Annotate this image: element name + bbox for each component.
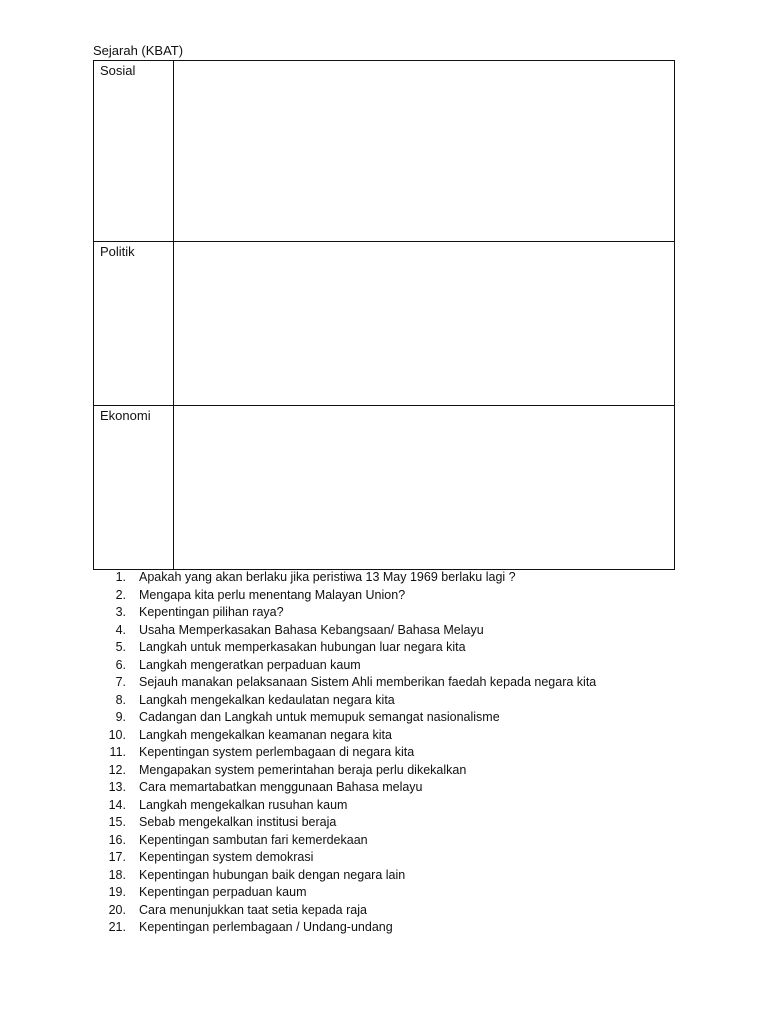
question-text: Sebab mengekalkan institusi beraja bbox=[139, 815, 337, 829]
question-number: 10. bbox=[108, 727, 126, 742]
table-row-ekonomi bbox=[94, 406, 675, 570]
row-label-sosial: Sosial bbox=[100, 63, 136, 78]
question-number: 9. bbox=[115, 710, 126, 724]
question-number: 8. bbox=[115, 692, 126, 707]
row-label-politik: Politik bbox=[100, 244, 135, 259]
question-number: 3. bbox=[115, 605, 126, 619]
question-number: 16. bbox=[108, 832, 126, 847]
row-label-cell bbox=[94, 61, 174, 242]
question-number: 21. bbox=[108, 920, 126, 934]
question-number: 12. bbox=[108, 762, 126, 777]
question-text: Cara memartabatkan menggunaan Bahasa melayu bbox=[139, 780, 423, 794]
question-number: 1. bbox=[115, 570, 126, 584]
question-number: 2. bbox=[115, 587, 126, 602]
question-number: 15. bbox=[108, 815, 126, 829]
question-text: Langkah mengekalkan kedaulatan negara kita bbox=[139, 692, 395, 707]
question-text: Kepentingan sambutan fari kemerdekaan bbox=[139, 832, 368, 847]
question-number: 18. bbox=[108, 867, 126, 882]
question-text: Langkah untuk memperkasakan hubungan luar negara kita bbox=[139, 640, 466, 654]
question-number: 6. bbox=[115, 657, 126, 672]
question-text: Mengapakan system pemerintahan beraja perlu dikekalkan bbox=[139, 762, 467, 777]
question-text: Langkah mengekalkan keamanan negara kita bbox=[139, 727, 392, 742]
question-text: Kepentingan system perlembagaan di negara kita bbox=[139, 745, 415, 759]
row-label-ekonomi: Ekonomi bbox=[100, 408, 151, 423]
question-text: Cara menunjukkan taat setia kepada raja bbox=[139, 902, 367, 917]
question-text: Apakah yang akan berlaku jika peristiwa 13 May 1969 berlaku lagi ? bbox=[139, 570, 516, 584]
answer-cell-politik bbox=[174, 242, 675, 406]
answer-table bbox=[93, 60, 675, 570]
row-label-cell bbox=[94, 242, 174, 406]
question-text: Kepentingan perpaduan kaum bbox=[139, 885, 307, 899]
question-number: 14. bbox=[108, 797, 126, 812]
question-text: Kepentingan pilihan raya? bbox=[139, 605, 284, 619]
question-text: Cadangan dan Langkah untuk memupuk semangat nasionalisme bbox=[139, 710, 500, 724]
question-text: Kepentingan perlembagaan / Undang-undang bbox=[139, 920, 393, 934]
answer-cell-ekonomi bbox=[174, 406, 675, 570]
table-row-sosial bbox=[94, 61, 675, 242]
page-title: Sejarah (KBAT) bbox=[93, 43, 184, 58]
question-text: Langkah mengeratkan perpaduan kaum bbox=[139, 657, 361, 672]
question-text: Usaha Memperkasakan Bahasa Kebangsaan/ Bahasa Melayu bbox=[139, 622, 484, 637]
question-text: Langkah mengekalkan rusuhan kaum bbox=[139, 797, 348, 812]
question-number: 19. bbox=[108, 885, 126, 899]
question-text: Kepentingan system demokrasi bbox=[139, 850, 314, 864]
question-text: Mengapa kita perlu menentang Malayan Union? bbox=[139, 587, 406, 602]
question-number: 11. bbox=[109, 745, 126, 759]
question-number: 13. bbox=[108, 780, 126, 794]
table-row-politik bbox=[94, 242, 675, 406]
question-number: 5. bbox=[115, 640, 126, 654]
row-label-cell bbox=[94, 406, 174, 570]
answer-cell-sosial bbox=[174, 61, 675, 242]
question-number: 20. bbox=[108, 902, 126, 917]
question-number: 17. bbox=[108, 850, 126, 864]
question-number: 7. bbox=[115, 675, 126, 689]
question-text: Kepentingan hubungan baik dengan negara lain bbox=[139, 867, 406, 882]
question-number: 4. bbox=[115, 622, 126, 637]
question-text: Sejauh manakan pelaksanaan Sistem Ahli memberikan faedah kepada negara kita bbox=[139, 675, 597, 689]
